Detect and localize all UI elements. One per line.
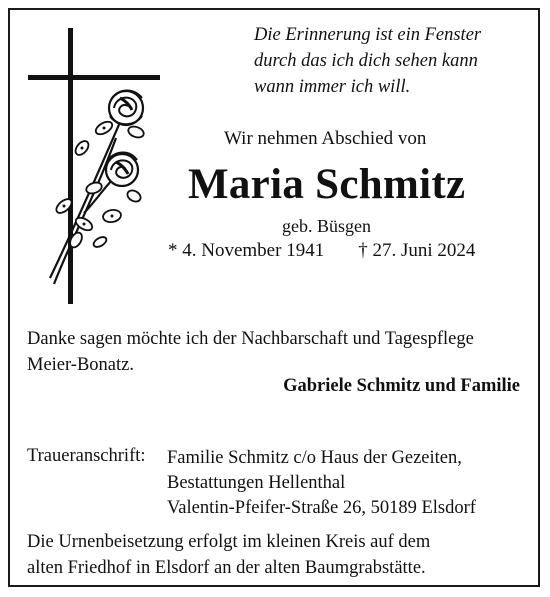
- cross-vertical-beam: [68, 28, 73, 304]
- rose-leaves: [54, 119, 145, 249]
- address-line: Bestattungen Hellenthal: [167, 473, 346, 493]
- burial-line: Die Urnenbeisetzung erfolgt im kleinen Kreis auf dem: [27, 532, 431, 552]
- burial-notice: [27, 529, 430, 581]
- quote-line: Die Erinnerung ist ein Fenster: [254, 25, 482, 45]
- lower-rose: [106, 153, 138, 187]
- death-date: † 27. Juni 2024: [358, 240, 476, 261]
- birth-name: geb. Büsgen: [282, 216, 371, 236]
- upper-rose: [109, 91, 143, 126]
- burial-line: alten Friedhof in Elsdorf an der alten Baumgrabstätte.: [27, 558, 426, 578]
- address-line: Valentin-Pfeifer-Straße 26, 50189 Elsdorf: [167, 498, 476, 518]
- life-dates: [168, 240, 475, 262]
- address-line: Familie Schmitz c/o Haus der Gezeiten,: [167, 448, 462, 468]
- birth-date: * 4. November 1941: [168, 240, 325, 261]
- cross-with-roses-icon: [24, 28, 174, 306]
- deceased-name: Maria Schmitz: [188, 161, 466, 208]
- thanks-text: [27, 326, 474, 378]
- thanks-line: Meier-Bonatz.: [27, 355, 134, 375]
- quote-line: wann immer ich will.: [254, 77, 411, 97]
- memorial-quote: [254, 22, 481, 100]
- quote-line: durch das ich dich sehen kann: [254, 51, 478, 71]
- signature: Gabriele Schmitz und Familie: [283, 376, 520, 396]
- mourning-address: [167, 446, 476, 521]
- cross-horizontal-beam: [28, 75, 160, 80]
- address-label: Traueranschrift:: [27, 446, 146, 466]
- obituary-notice: [8, 8, 540, 587]
- farewell-intro: Wir nehmen Abschied von: [224, 128, 427, 149]
- thanks-line: Danke sagen möchte ich der Nachbarschaft und Tagespflege: [27, 329, 474, 349]
